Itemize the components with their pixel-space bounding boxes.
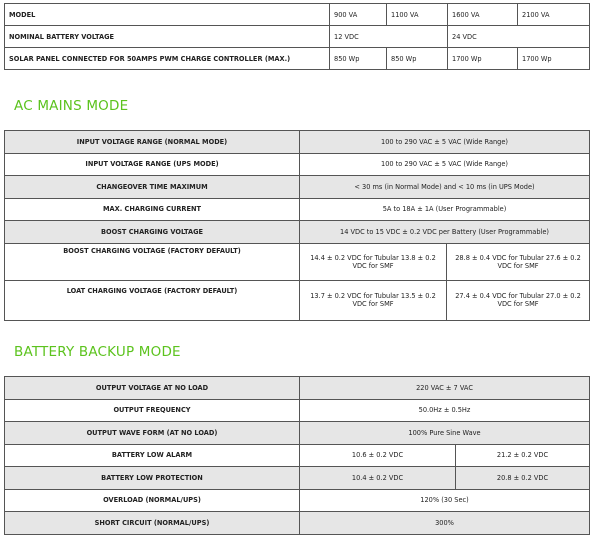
spec-value: 220 VAC ± 7 VAC [300,377,590,400]
solar-1100va: 850 Wp [387,48,448,70]
model-900va: 900 VA [330,4,387,26]
spec-value: 14 VDC to 15 VDC ± 0.2 VDC per Battery (User Programmable) [300,221,590,244]
model-1100va: 1100 VA [387,4,448,26]
table-row [5,377,590,400]
table-row [5,176,590,199]
table-row [5,243,590,280]
battery-backup-table [4,376,590,535]
solar-panel-label: SOLAR PANEL CONNECTED FOR 50AMPS PWM CHARGE CONTROLLER (MAX.) [5,48,330,70]
table-row [5,221,590,244]
table-row [5,4,590,26]
spec-label: BATTERY LOW ALARM [5,444,300,467]
spec-value-24v: 21.2 ± 0.2 VDC [456,444,590,467]
spec-label: OUTPUT VOLTAGE AT NO LOAD [5,377,300,400]
spec-label: OVERLOAD (NORMAL/UPS) [5,489,300,512]
spec-value: 100 to 290 VAC ± 5 VAC (Wide Range) [300,153,590,176]
model-1600va: 1600 VA [448,4,518,26]
ac-mains-table [4,130,590,321]
spec-value: < 30 ms (in Normal Mode) and < 10 ms (in UPS Mode) [300,176,590,199]
spec-value: 50.0Hz ± 0.5Hz [300,399,590,422]
table-row [5,512,590,535]
table-row [5,26,590,48]
spec-label: SHORT CIRCUIT (NORMAL/UPS) [5,512,300,535]
spec-label: INPUT VOLTAGE RANGE (UPS MODE) [5,153,300,176]
battery-backup-heading: BATTERY BACKUP MODE [14,344,181,360]
model-table [4,3,590,70]
table-row [5,48,590,70]
model-header-label: MODEL [5,4,330,26]
table-row [5,399,590,422]
spec-label: CHANGEOVER TIME MAXIMUM [5,176,300,199]
nominal-voltage-24v: 24 VDC [448,26,590,48]
solar-2100va: 1700 Wp [518,48,590,70]
spec-label: INPUT VOLTAGE RANGE (NORMAL MODE) [5,131,300,154]
spec-value-24v: 27.4 ± 0.4 VDC for Tubular 27.0 ± 0.2 VDC for SMF [447,280,590,320]
nominal-battery-voltage-label: NOMINAL BATTERY VOLTAGE [5,26,330,48]
ac-mains-heading: AC MAINS MODE [14,98,129,114]
nominal-voltage-12v: 12 VDC [330,26,448,48]
spec-value: 120% (30 Sec) [300,489,590,512]
table-row [5,280,590,320]
spec-value-12v: 14.4 ± 0.2 VDC for Tubular 13.8 ± 0.2 VDC for SMF [300,243,447,280]
spec-label: BOOST CHARGING VOLTAGE (FACTORY DEFAULT) [5,243,300,280]
spec-value-12v: 13.7 ± 0.2 VDC for Tubular 13.5 ± 0.2 VDC for SMF [300,280,447,320]
solar-900va: 850 Wp [330,48,387,70]
spec-value-12v: 10.4 ± 0.2 VDC [300,467,456,490]
spec-value: 100% Pure Sine Wave [300,422,590,445]
spec-value-12v: 10.6 ± 0.2 VDC [300,444,456,467]
table-row [5,489,590,512]
spec-label: BATTERY LOW PROTECTION [5,467,300,490]
table-row [5,198,590,221]
table-row [5,153,590,176]
table-row [5,467,590,490]
spec-value: 5A to 18A ± 1A (User Programmable) [300,198,590,221]
spec-label: LOAT CHARGING VOLTAGE (FACTORY DEFAULT) [5,280,300,320]
spec-value-24v: 20.8 ± 0.2 VDC [456,467,590,490]
spec-label: MAX. CHARGING CURRENT [5,198,300,221]
spec-label: BOOST CHARGING VOLTAGE [5,221,300,244]
spec-label: OUTPUT FREQUENCY [5,399,300,422]
spec-value: 100 to 290 VAC ± 5 VAC (Wide Range) [300,131,590,154]
table-row [5,422,590,445]
model-2100va: 2100 VA [518,4,590,26]
table-row [5,444,590,467]
spec-label: OUTPUT WAVE FORM (AT NO LOAD) [5,422,300,445]
solar-1600va: 1700 Wp [448,48,518,70]
table-row [5,131,590,154]
spec-value: 300% [300,512,590,535]
spec-value-24v: 28.8 ± 0.4 VDC for Tubular 27.6 ± 0.2 VDC for SMF [447,243,590,280]
